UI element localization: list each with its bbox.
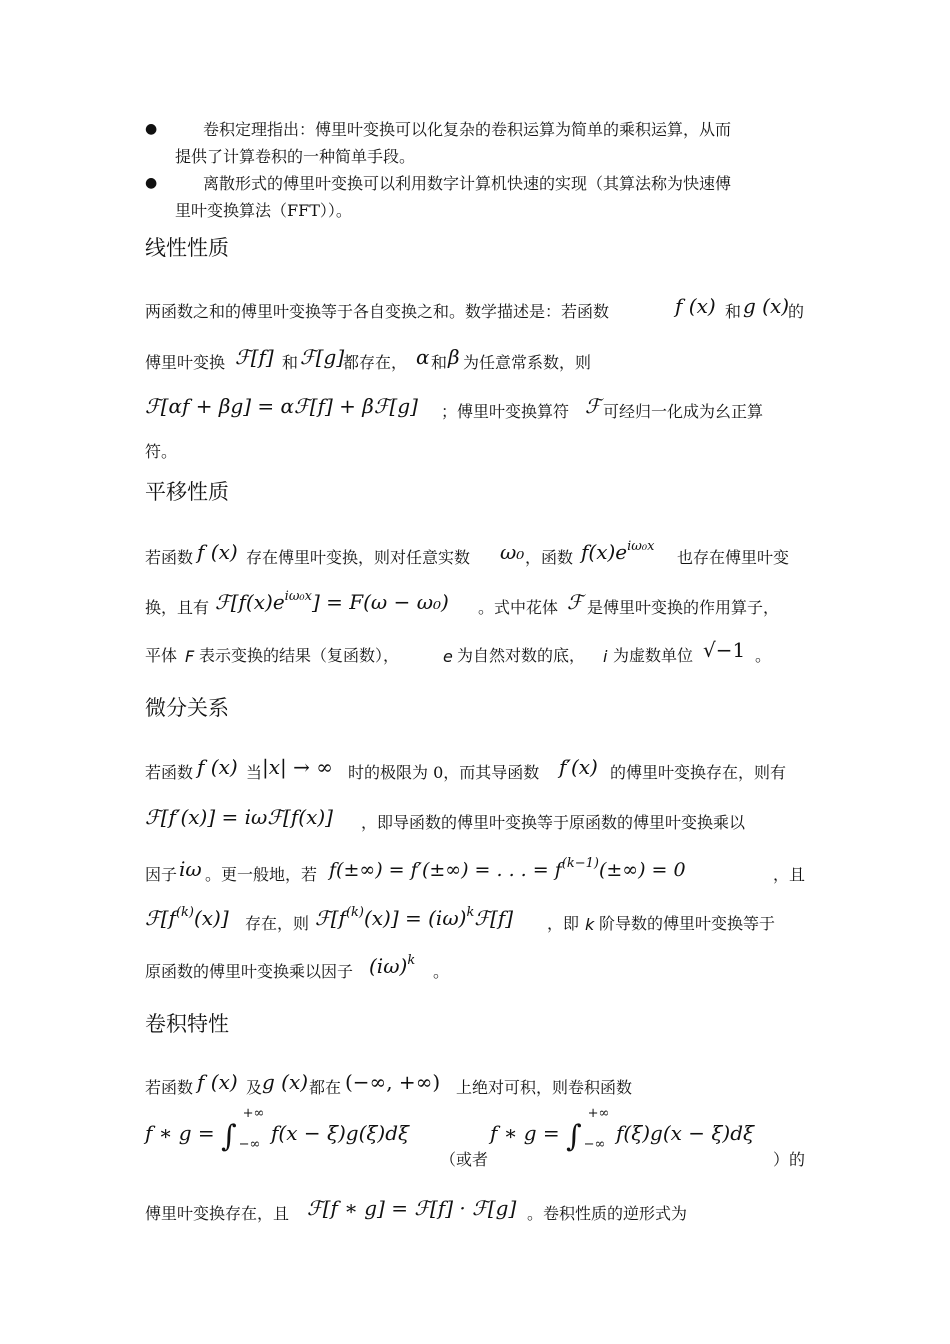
text-line: 符。 (145, 442, 178, 461)
section-heading: 卷积特性 (145, 1012, 229, 1036)
integral-symbol: ∫ (566, 1119, 582, 1154)
text-line: 傅里叶变换 ℱ[f] 和 ℱ[g] 都存在， α 和 β 为任意常系数，则 (145, 345, 592, 372)
text-line: 两函数之和的傅里叶变换等于各自变换之和。数学描述是：若函数 f (x) 和 g (x) 的 (145, 294, 805, 321)
math-expression: ℱ[g] (300, 345, 345, 369)
math-expression: f ∗ g = ∫ +∞ −∞ f(x − ξ)g(ξ)dξ (145, 1106, 410, 1154)
bullet-text: 里叶变换算法（FFT））。 (175, 201, 352, 220)
math-expression: $ℱ[f^{(k)}(x)]$ (145, 905, 229, 930)
text-line: 若函数 f (x) 当 |x| → ∞ 时的极限为 0，而其导函数 f′(x) 的傅里叶变换存在，则有 (145, 755, 787, 782)
math-expression: f (x) (197, 1070, 238, 1094)
text-line: $ℱ[f^{(k)}(x)]$ 存在，则 $ℱ[f^{(k)}(x)]$ = $(i\omega)^kℱ[f]$ ，即 k 阶导数的傅里叶变换等于 (145, 905, 776, 934)
integral-symbol: ∫ (221, 1119, 237, 1154)
section-heading: 平移性质 (145, 480, 229, 504)
text-line: 换，且有 $ℱ[f(x)e^{i\omega_0x}] = F(\omega - \omega_0)$ 。式中花体 ℱ 是傅里叶变换的作用算子， (145, 589, 780, 617)
math-expression: β (448, 345, 460, 369)
math-expression: f (x) (197, 755, 238, 779)
math-expression: g (x) (743, 294, 790, 318)
section-heading: 微分关系 (145, 696, 229, 720)
text-line: 若函数 f (x) 及 g (x) 都在 (−∞, +∞) 上绝对可积，则卷积函数 (145, 1070, 633, 1097)
math-expression: f ∗ g = ∫ +∞ −∞ f(ξ)g(x − ξ)dξ (490, 1106, 755, 1154)
bullet-dot-icon: ● (145, 121, 158, 137)
text-line: 平体 F 表示变换的结果（复函数）， e 为自然对数的底， i 为虚数单位 √−1 。 (145, 638, 772, 666)
math-expression: ℱ (585, 394, 601, 418)
math-expression: f (x) (675, 294, 716, 318)
math-expression: ℱ[f ∗ g] = ℱ[f] · ℱ[g] (307, 1196, 517, 1220)
text-line: 若函数 f (x) 存在傅里叶变换，则对任意实数 ω₀ ，函数 $f(x)e^{i\omega_0x}$ 也存在傅里叶变 (145, 539, 790, 567)
math-expression: $(i\omega)^k$ (369, 953, 416, 978)
math-expression: |x| → ∞ (262, 755, 333, 779)
math-expression: (−∞, +∞) (345, 1070, 441, 1094)
bullet-text: 提供了计算卷积的一种简单手段。 (175, 147, 416, 166)
text-line: f ∗ g = ∫ +∞ −∞ f(x − ξ)g(ξ)dξ （或者 f ∗ g = ∫ +∞ −∞ f(ξ)g(x − ξ)dξ ）的 (145, 1106, 806, 1169)
bullet-dot-icon: ● (145, 175, 158, 191)
math-expression: $ℱ[f(x)e^{i\omega_0x}] = F(\omega - \omega_0)$ (215, 589, 449, 614)
bullet-item (145, 116, 810, 170)
bullet-text: 卷积定理指出：傅里叶变换可以化复杂的卷积运算为简单的乘积运算，从而 (203, 120, 732, 139)
math-expression: f (x) (197, 540, 238, 564)
math-expression: $ℱ[f^{(k)}(x)]$ = $(i\omega)^kℱ[f]$ (315, 905, 514, 930)
bullet-item (145, 170, 810, 224)
math-expression: ℱ (567, 590, 583, 614)
math-expression: f′(x) (559, 755, 598, 779)
text-line: 傅里叶变换存在，且 ℱ[f ∗ g] = ℱ[f] · ℱ[g] 。卷积性质的逆形式为 (145, 1196, 688, 1223)
math-expression: g (x) (262, 1070, 309, 1094)
math-expression: ω₀ (500, 540, 525, 564)
text-line: 原函数的傅里叶变换乘以因子 $(i\omega)^k$ 。 (145, 953, 450, 981)
math-expression: ℱ[f] (235, 345, 274, 369)
section-heading: 线性性质 (145, 236, 229, 260)
math-expression: f(±∞) = f′(±∞) = . . . = $f^{(k-1)}(\pm\infty) = 0$ (329, 856, 686, 881)
math-expression: α (416, 345, 430, 369)
text-line: 因子 iω 。更一般地，若 f(±∞) = f′(±∞) = . . . = $f^{(k-1)}(\pm\infty) = 0$ ，且 (145, 856, 806, 884)
math-expression: √−1 (703, 638, 746, 662)
text-line: ℱ[f′(x)] = iωℱ[f(x)] ，即导函数的傅里叶变换等于原函数的傅里叶变换乘以 (145, 805, 746, 832)
bullet-text: 离散形式的傅里叶变换可以利用数字计算机快速的实现（其算法称为快速傅 (203, 174, 732, 193)
math-expression: ℱ[f′(x)] = iωℱ[f(x)] (145, 805, 333, 829)
math-expression: $f(x)e^{i\omega_0x}$ (581, 539, 655, 564)
text-line: ℱ[αf + βg] = αℱ[f] + βℱ[g] ；傅里叶变换算符 ℱ 可经归一化成为幺正算 (145, 394, 764, 421)
math-expression: iω (179, 857, 202, 881)
math-expression: ℱ[αf + βg] = αℱ[f] + βℱ[g] (145, 394, 418, 418)
